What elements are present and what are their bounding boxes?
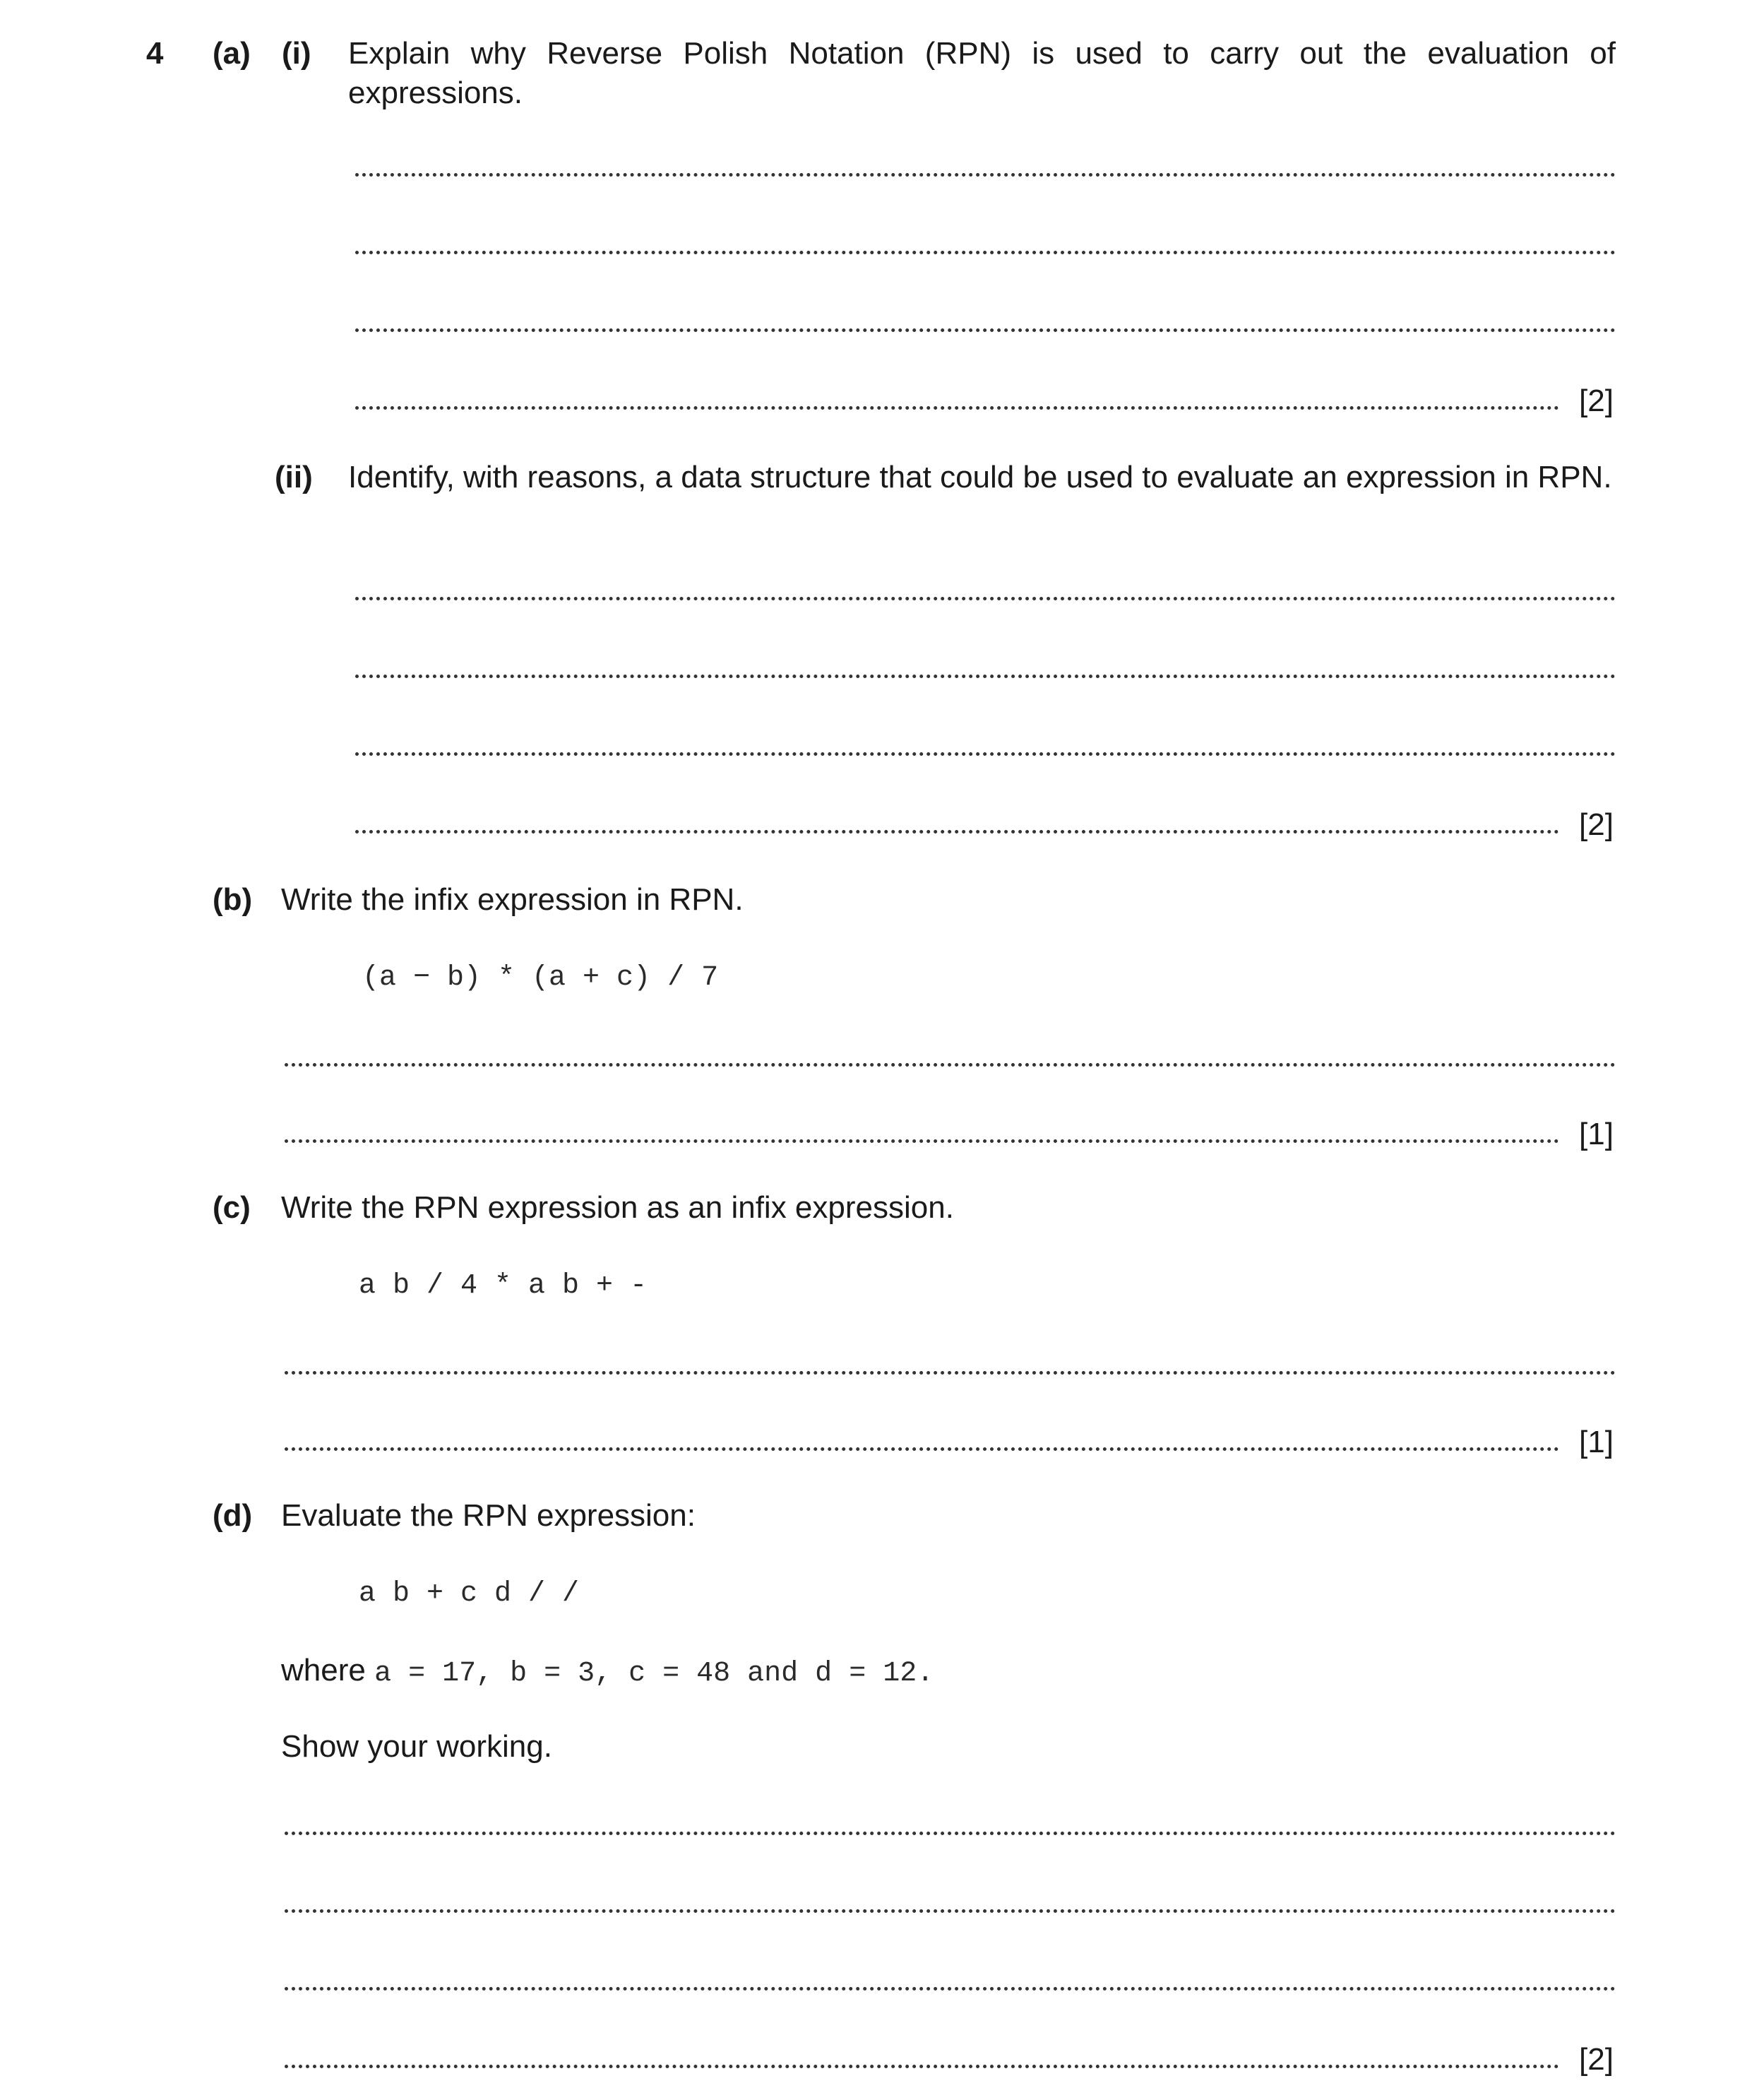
marks-label: [1] — [1579, 1425, 1614, 1459]
part-b-label: (b) — [213, 882, 253, 917]
answer-line[interactable] — [355, 597, 1616, 600]
answer-line[interactable] — [285, 1063, 1616, 1067]
answer-line[interactable] — [285, 1909, 1616, 1913]
part-c-label: (c) — [213, 1190, 251, 1225]
rpn-expression: a b / 4 * a b + - — [359, 1270, 648, 1302]
variable-assignments: a = 17, b = 3, c = 48 and d = 12. — [374, 1658, 934, 1690]
question-number: 4 — [146, 36, 164, 71]
marks-label: [1] — [1579, 1117, 1614, 1151]
part-d-label: (d) — [213, 1498, 253, 1533]
part-a-ii-label: (ii) — [275, 460, 313, 494]
part-a-label: (a) — [213, 36, 251, 71]
variable-values — [281, 1651, 934, 1694]
instruction-text: Show your working. — [281, 1729, 552, 1764]
marks-label: [2] — [1579, 2042, 1614, 2077]
infix-expression: (a − b) * (a + c) / 7 — [362, 962, 719, 994]
answer-line[interactable] — [285, 2065, 1559, 2068]
marks-label: [2] — [1579, 807, 1614, 842]
answer-line[interactable] — [285, 1987, 1616, 1991]
answer-line[interactable] — [355, 251, 1616, 254]
where-label: where — [281, 1653, 366, 1687]
answer-line[interactable] — [355, 173, 1616, 177]
answer-line[interactable] — [285, 1832, 1616, 1835]
answer-line[interactable] — [355, 752, 1616, 756]
answer-line[interactable] — [355, 328, 1616, 332]
answer-line[interactable] — [355, 675, 1616, 678]
part-c-question: Write the RPN expression as an infix expression. — [281, 1190, 954, 1225]
answer-line[interactable] — [285, 1447, 1559, 1451]
answer-line[interactable] — [285, 1139, 1559, 1143]
answer-line[interactable] — [285, 1371, 1616, 1375]
answer-line[interactable] — [355, 830, 1559, 834]
marks-label: [2] — [1579, 384, 1614, 418]
part-d-question: Evaluate the RPN expression: — [281, 1498, 696, 1533]
part-a-ii-question: Identify, with reasons, a data structure that could be used to evaluate an expression in RPN. — [348, 460, 1612, 494]
part-a-i-label: (i) — [282, 36, 311, 71]
part-a-i-question: Explain why Reverse Polish Notation (RPN) is used to carry out the evaluation of expressions. — [348, 36, 1616, 110]
rpn-expression: a b + c d / / — [359, 1578, 580, 1610]
part-b-question: Write the infix expression in RPN. — [281, 882, 744, 917]
answer-line[interactable] — [355, 406, 1559, 410]
